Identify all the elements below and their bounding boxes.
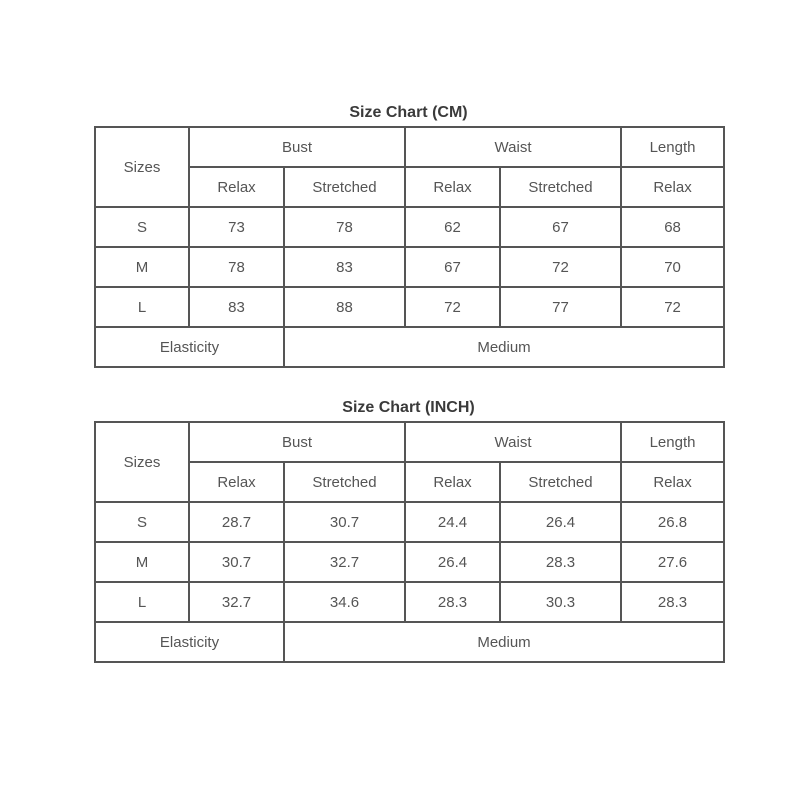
bust-stretched-cell: 32.7 <box>284 542 405 582</box>
waist-header: Waist <box>405 422 621 462</box>
length-header: Length <box>621 127 724 167</box>
bust-relax-cell: 73 <box>189 207 284 247</box>
size-chart-inch-table <box>94 421 725 663</box>
length-header: Length <box>621 422 724 462</box>
bust-header: Bust <box>189 422 405 462</box>
bust-relax-cell: 28.7 <box>189 502 284 542</box>
waist-stretched-header: Stretched <box>500 167 621 207</box>
elasticity-row <box>95 327 724 367</box>
table-row <box>95 207 724 247</box>
waist-header: Waist <box>405 127 621 167</box>
bust-stretched-cell: 30.7 <box>284 502 405 542</box>
bust-header: Bust <box>189 127 405 167</box>
table-row <box>95 287 724 327</box>
length-relax-cell: 68 <box>621 207 724 247</box>
length-relax-cell: 72 <box>621 287 724 327</box>
size-chart-inch-title: Size Chart (INCH) <box>342 399 475 416</box>
bust-relax-cell: 32.7 <box>189 582 284 622</box>
size-cell: L <box>95 287 189 327</box>
waist-stretched-cell: 30.3 <box>500 582 621 622</box>
header-row <box>95 127 724 167</box>
elasticity-value: Medium <box>284 327 724 367</box>
size-cell: M <box>95 542 189 582</box>
waist-relax-header: Relax <box>405 167 500 207</box>
bust-relax-header: Relax <box>189 462 284 502</box>
waist-relax-cell: 67 <box>405 247 500 287</box>
table-row <box>95 582 724 622</box>
size-cell: S <box>95 207 189 247</box>
waist-stretched-cell: 67 <box>500 207 621 247</box>
length-relax-header: Relax <box>621 167 724 207</box>
length-relax-cell: 70 <box>621 247 724 287</box>
bust-stretched-cell: 88 <box>284 287 405 327</box>
length-relax-cell: 26.8 <box>621 502 724 542</box>
size-cell: L <box>95 582 189 622</box>
waist-relax-cell: 26.4 <box>405 542 500 582</box>
waist-relax-header: Relax <box>405 462 500 502</box>
waist-relax-cell: 24.4 <box>405 502 500 542</box>
waist-stretched-header: Stretched <box>500 462 621 502</box>
length-relax-cell: 28.3 <box>621 582 724 622</box>
table-row <box>95 542 724 582</box>
bust-stretched-cell: 83 <box>284 247 405 287</box>
elasticity-label: Elasticity <box>95 622 284 662</box>
header-row <box>95 422 724 462</box>
size-chart-cm-table <box>94 126 725 368</box>
table-row <box>95 502 724 542</box>
elasticity-value: Medium <box>284 622 724 662</box>
waist-stretched-cell: 72 <box>500 247 621 287</box>
subheader-row <box>95 462 724 502</box>
bust-relax-cell: 78 <box>189 247 284 287</box>
size-cell: M <box>95 247 189 287</box>
bust-relax-cell: 30.7 <box>189 542 284 582</box>
waist-relax-cell: 28.3 <box>405 582 500 622</box>
table-row <box>95 247 724 287</box>
sizes-header: Sizes <box>95 127 189 207</box>
waist-stretched-cell: 28.3 <box>500 542 621 582</box>
elasticity-row <box>95 622 724 662</box>
sizes-header: Sizes <box>95 422 189 502</box>
bust-stretched-header: Stretched <box>284 167 405 207</box>
waist-relax-cell: 72 <box>405 287 500 327</box>
size-cell: S <box>95 502 189 542</box>
length-relax-header: Relax <box>621 462 724 502</box>
bust-stretched-cell: 78 <box>284 207 405 247</box>
bust-stretched-header: Stretched <box>284 462 405 502</box>
waist-stretched-cell: 26.4 <box>500 502 621 542</box>
waist-relax-cell: 62 <box>405 207 500 247</box>
bust-relax-header: Relax <box>189 167 284 207</box>
length-relax-cell: 27.6 <box>621 542 724 582</box>
size-chart-cm-title: Size Chart (CM) <box>349 104 468 121</box>
subheader-row <box>95 167 724 207</box>
waist-stretched-cell: 77 <box>500 287 621 327</box>
bust-stretched-cell: 34.6 <box>284 582 405 622</box>
bust-relax-cell: 83 <box>189 287 284 327</box>
elasticity-label: Elasticity <box>95 327 284 367</box>
